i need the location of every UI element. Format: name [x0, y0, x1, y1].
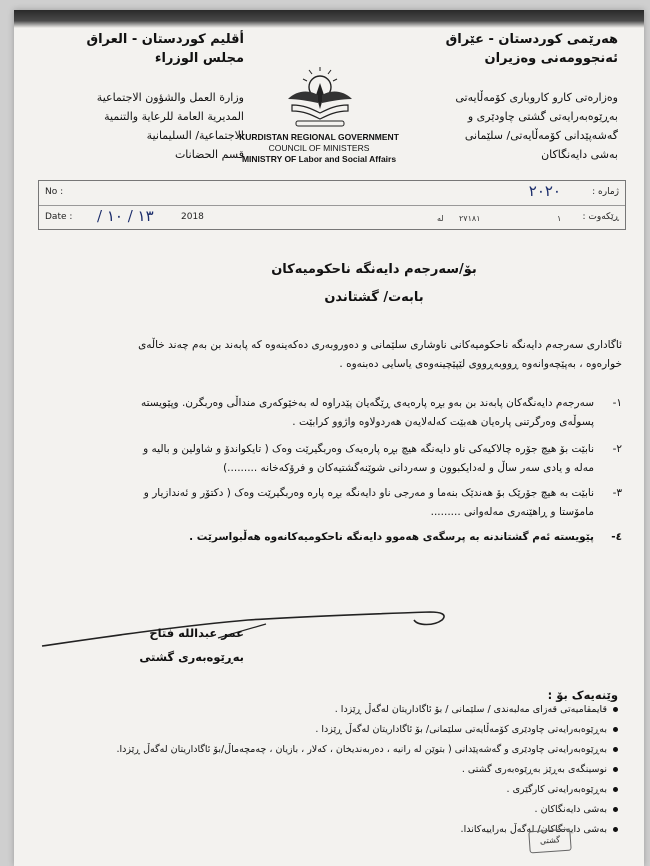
body-item-2	[32, 440, 622, 478]
body-line: مامۆستا و ڕاهێنەری مەلەوانی .........	[430, 506, 594, 518]
subject: بابەت/ گشتاندن	[324, 290, 424, 305]
bullet-icon	[613, 807, 618, 812]
bullet-icon	[613, 767, 618, 772]
english-header-line: COUNCIL OF MINISTERS	[268, 143, 370, 153]
body-item-3	[32, 484, 622, 522]
cc-item	[58, 704, 618, 715]
kurdish-ministry-line: بەشی دایەنگاکان	[541, 148, 618, 161]
kurdistan-emblem-icon	[282, 65, 358, 131]
bullet-icon	[613, 827, 618, 832]
reference-row-date	[39, 205, 625, 230]
kurdish-ministry-line: بەڕێوەبەرایەتی گشتی چاودێری و	[467, 110, 618, 123]
english-header-line: MINISTRY OF Labor and Social Affairs	[241, 154, 397, 164]
body-line: سەرجەم دایەنگەکان پابەند بن بەو بڕە پارەیەی ڕێگەیان پێدراوە لە بەخێوکەری منداڵی وەربگرن. وپێویستە	[140, 397, 594, 409]
handwritten-date: ١٣ / ١٠ /	[97, 207, 154, 225]
bullet-icon	[613, 787, 618, 792]
kurdish-number-label: ژمارە :	[592, 187, 619, 197]
cc-item	[58, 784, 618, 795]
body-line: مەلە و یادی سەر ساڵ و لەدایکبوون و سەردانی شوێنەگشتیەکان و فرۆکەخانە .........)	[223, 462, 594, 474]
bullet-icon	[613, 727, 618, 732]
date-label: Date :	[45, 212, 73, 222]
stamp: گشتی	[528, 829, 571, 854]
kurdish-council: ئەنجوومەنی وەزیران	[484, 51, 618, 66]
cc-item-text: قایمقامیەتی قەزای مەلبەندی / سلێمانی / بۆ ئاگاداریتان لەگەڵ ڕێزدا .	[334, 704, 607, 715]
english-header	[219, 132, 419, 165]
cc-title: وێنەیەک بۆ :	[547, 688, 618, 702]
kurdish-ministry-line: وەزارەتی کارو کاروباری کۆمەڵایەتی	[455, 91, 618, 104]
cc-item	[58, 764, 618, 775]
date-year: 2018	[181, 212, 204, 222]
body-line: نابێت بۆ هیچ جۆرە چالاکیەکی ناو دایەنگە هیچ بڕە پارەیەک وەربگیرێت وەک ( تایکواندۆ و شاولین و بالیە و	[143, 443, 594, 455]
cc-item	[58, 744, 618, 755]
kurdish-date-value: ١	[557, 214, 562, 223]
cc-item	[58, 724, 618, 735]
signatory-name: عمر عبدالله فتاح	[149, 626, 244, 640]
no-label: No :	[45, 187, 64, 197]
small-label: لە	[437, 214, 444, 223]
arabic-council: مجلس الوزراء	[154, 51, 244, 66]
body-item-1	[32, 394, 622, 432]
cc-item	[58, 804, 618, 815]
arabic-ministry	[54, 88, 244, 164]
body-line: نابێت بە هیچ جۆرێک بۆ هەندێک بنەما و مەرجی ناو دایەنگە بڕە پارە وەربگیرێت وەک ( دکتۆر و ئەندازیار و	[143, 487, 594, 499]
body-line: ئاگاداری سەرجەم دایەنگە ناحکومیەکانی ناوشاری سلێمانی و دەوروبەری دەکەینەوە کە پابەند بن بەم چەند خاڵەی	[138, 339, 622, 351]
kurdish-date-label: ڕێکەوت :	[582, 212, 619, 222]
body-line: خوارەوە ، بەپێچەوانەوە ڕووبەڕووی لێپێچینەوەی یاسایی دەبنەوە .	[339, 358, 622, 370]
cc-item-text: بەڕێوەبەرایەتی چاودێری کۆمەڵایەتی سلێمانی/ بۆ ئاگاداریتان لەگەڵ ڕێزدا .	[315, 724, 607, 735]
item-number: ٢-	[612, 443, 622, 455]
item-number: ١-	[612, 397, 622, 409]
cc-item-text: بەڕێوەبەرایەتی کارگێری .	[506, 784, 607, 795]
scan-edge	[14, 10, 644, 28]
reference-row-number	[39, 181, 625, 205]
cc-item-text: بەشی دایەنگاکان/ لەگەڵ بەراییەکاندا.	[460, 824, 607, 835]
english-header-line: KURDISTAN REGIONAL GOVERNMENT	[239, 132, 399, 142]
arabic-region: أقليم كوردستان - العراق	[86, 32, 244, 47]
signatory-title: بەڕێوەبەری گشتی	[139, 650, 244, 664]
reference-box	[38, 180, 626, 230]
body-line: پسوڵەی وەرگرتنی پارەیان هەبێت کەلەلایەن هەردولاوە واژوو کرابێت .	[292, 416, 594, 428]
cc-item-text: بەشی دایەنگاکان .	[534, 804, 607, 815]
bullet-icon	[613, 747, 618, 752]
cc-item-text: بەڕێوەبەرایەتی چاودێری و گەشەپێدانی ( بتوێن لە رانیە ، دەربەندیخان ، کەلار ، بازیان ، چەمچەماڵ/بۆ ئاگاداریتان لەگەڵ ڕێزدا.	[116, 744, 607, 755]
document-page	[14, 10, 644, 866]
body-line: پێویستە ئەم گشتاندنە بە پرسگەی هەموو دایەنگە ناحکومیەکانەوە هەڵبواسرێت .	[189, 531, 594, 543]
item-number: ٣-	[612, 487, 622, 499]
kurdish-ministry-line: گەشەپێدانی کۆمەڵایەتی/ سلێمانی	[464, 129, 618, 142]
handwritten-number: ٢٠٢٠	[528, 182, 561, 200]
small-number: ٢٧١٨١	[459, 214, 481, 223]
kurdish-region: هەرێمی کوردستان - عێراق	[445, 32, 618, 47]
arabic-ministry-line: المديرية العامة للرعاية والتنمية	[104, 110, 244, 123]
arabic-ministry-line: الاجتماعية/ السليمانية	[146, 129, 244, 142]
bullet-icon	[613, 707, 618, 712]
arabic-header	[54, 32, 244, 164]
body-intro	[32, 336, 622, 374]
item-number: ٤-	[611, 531, 622, 543]
arabic-ministry-line: قسم الحضانات	[174, 148, 244, 161]
cc-item-text: نوسینگەی بەڕێز بەڕێوەبەری گشتی .	[461, 764, 607, 775]
addressee: بۆ/سەرجەم دایەنگە ناحکومیەکان	[271, 262, 477, 277]
body-item-4	[32, 528, 622, 547]
arabic-ministry-line: وزارة العمل والشؤون الاجتماعية	[96, 91, 244, 104]
